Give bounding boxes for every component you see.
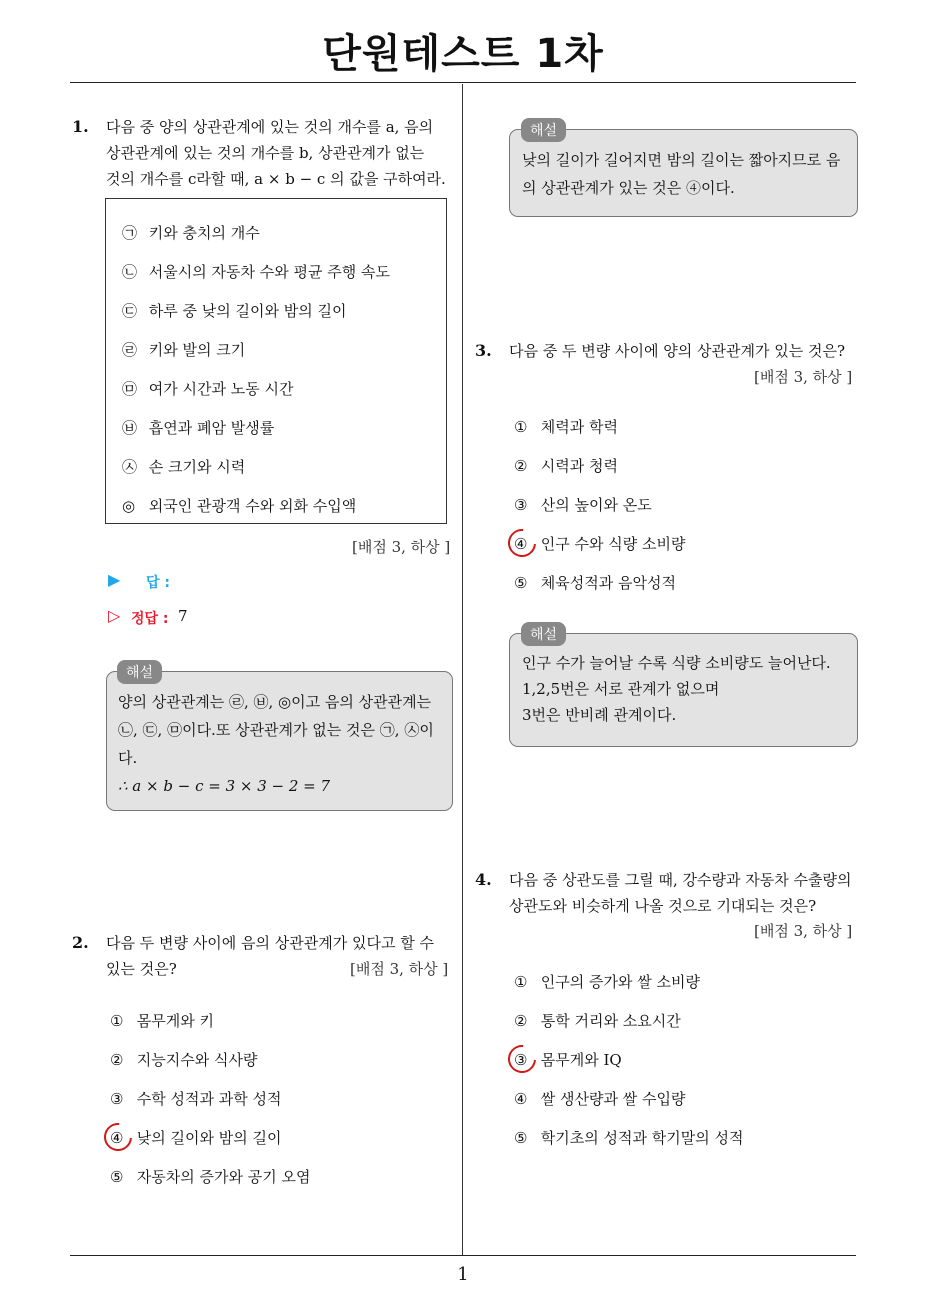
option-item[interactable]: ② 지능지수와 식사량	[110, 1051, 258, 1069]
question-line: 다음 중 상관도를 그릴 때, 강수량과 자동차 수출량의	[509, 871, 852, 889]
question-number: 1.	[72, 117, 89, 136]
answer-label: 답 :	[146, 575, 170, 591]
column-divider	[462, 84, 463, 1256]
answer-circle-icon	[502, 1039, 541, 1078]
option-item[interactable]: ④ 인구 수와 식량 소비량	[514, 535, 686, 553]
solution-line: 다.	[118, 749, 138, 767]
list-item: ㉡ 서울시의 자동차 수와 평균 주행 속도	[122, 263, 390, 281]
list-item: ㉠ 키와 충치의 개수	[122, 224, 260, 242]
option-item[interactable]: ③ 산의 높이와 온도	[514, 496, 652, 514]
question-line: 것의 개수를 c라할 때, a × b − c 의 값을 구하여라.	[106, 170, 446, 188]
answer-arrow-icon: ▶	[108, 570, 121, 589]
question-line: 있는 것은?	[106, 960, 177, 978]
option-item[interactable]: ③ 수학 성적과 과학 성적	[110, 1090, 282, 1108]
question-number: 3.	[475, 341, 492, 360]
page-title: 단원테스트 1차	[322, 31, 604, 77]
correct-answer-label: 정답 :	[131, 611, 169, 627]
solution-tag: 해설	[117, 660, 162, 684]
option-item[interactable]: ③ 몸무게와 IQ	[514, 1051, 622, 1069]
solution-line: 인구 수가 늘어날 수록 식량 소비량도 늘어난다.	[522, 654, 831, 672]
score-label: [배점 3, 하상 ]	[754, 368, 853, 386]
option-item[interactable]: ⑤ 체육성적과 음악성적	[514, 574, 676, 592]
question-line: 다음 중 양의 상관관계에 있는 것의 개수를 a, 음의	[106, 118, 434, 136]
list-item: ㉣ 키와 발의 크기	[122, 341, 246, 359]
question-line: 상관도와 비슷하게 나올 것으로 기대되는 것은?	[509, 897, 817, 915]
list-item: ㉥ 흡연과 폐암 발생률	[122, 419, 275, 437]
solution-line: 1,2,5번은 서로 관계가 없으며	[522, 680, 720, 698]
score-label: [배점 3, 하상 ]	[754, 922, 853, 940]
correct-answer-value: 7	[178, 607, 188, 625]
solution-line: ㉡, ㉢, ㉤이다.또 상관관계가 없는 것은 ㉠, ㉦이	[118, 721, 434, 739]
solution-line: 3번은 반비례 관계이다.	[522, 706, 677, 724]
solution-line: 의 상관관계가 있는 것은 ④이다.	[522, 179, 735, 197]
option-item[interactable]: ① 몸무게와 키	[110, 1012, 214, 1030]
option-item[interactable]: ⑤ 학기초의 성적과 학기말의 성적	[514, 1129, 744, 1147]
option-item[interactable]: ① 체력과 학력	[514, 418, 618, 436]
score-label: [배점 3, 하상 ]	[352, 538, 451, 556]
solution-line: 양의 상관관계는 ㉣, ㉥, ◎이고 음의 상관관계는	[118, 693, 432, 711]
answer-circle-icon	[98, 1117, 137, 1156]
list-item: ㉢ 하루 중 낮의 길이와 밤의 길이	[122, 302, 347, 320]
question-number: 2.	[72, 933, 89, 952]
page-number: 1	[457, 1264, 469, 1285]
option-item[interactable]: ④ 낮의 길이와 밤의 길이	[110, 1129, 282, 1147]
answer-circle-icon	[502, 523, 541, 562]
correct-arrow-icon: ▷	[108, 606, 121, 625]
option-item[interactable]: ② 통학 거리와 소요시간	[514, 1012, 681, 1030]
list-item: ㉤ 여가 시간과 노동 시간	[122, 380, 294, 398]
solution-line: ∴ a × b − c = 3 × 3 − 2 = 7	[118, 777, 331, 795]
question-number: 4.	[475, 870, 492, 889]
solution-tag: 해설	[521, 622, 566, 646]
option-item[interactable]: ④ 쌀 생산량과 쌀 수입량	[514, 1090, 686, 1108]
solution-line: 낮의 길이가 길어지면 밤의 길이는 짧아지므로 음	[522, 151, 841, 169]
footer-rule	[70, 1255, 856, 1256]
solution-tag: 해설	[521, 118, 566, 142]
question-line: 다음 두 변량 사이에 음의 상관관계가 있다고 할 수	[106, 934, 434, 952]
list-item: ◎ 외국인 관광객 수와 외화 수입액	[122, 497, 357, 515]
header-rule	[70, 82, 856, 83]
list-item: ㉦ 손 크기와 시력	[122, 458, 246, 476]
question-line: 상관관계에 있는 것의 개수를 b, 상관관계가 없는	[106, 144, 425, 162]
score-label: [배점 3, 하상 ]	[350, 960, 449, 978]
question-line: 다음 중 두 변량 사이에 양의 상관관계가 있는 것은?	[509, 342, 845, 360]
option-item[interactable]: ① 인구의 증가와 쌀 소비량	[514, 973, 700, 991]
option-item[interactable]: ② 시력과 청력	[514, 457, 618, 475]
option-item[interactable]: ⑤ 자동차의 증가와 공기 오염	[110, 1168, 311, 1186]
